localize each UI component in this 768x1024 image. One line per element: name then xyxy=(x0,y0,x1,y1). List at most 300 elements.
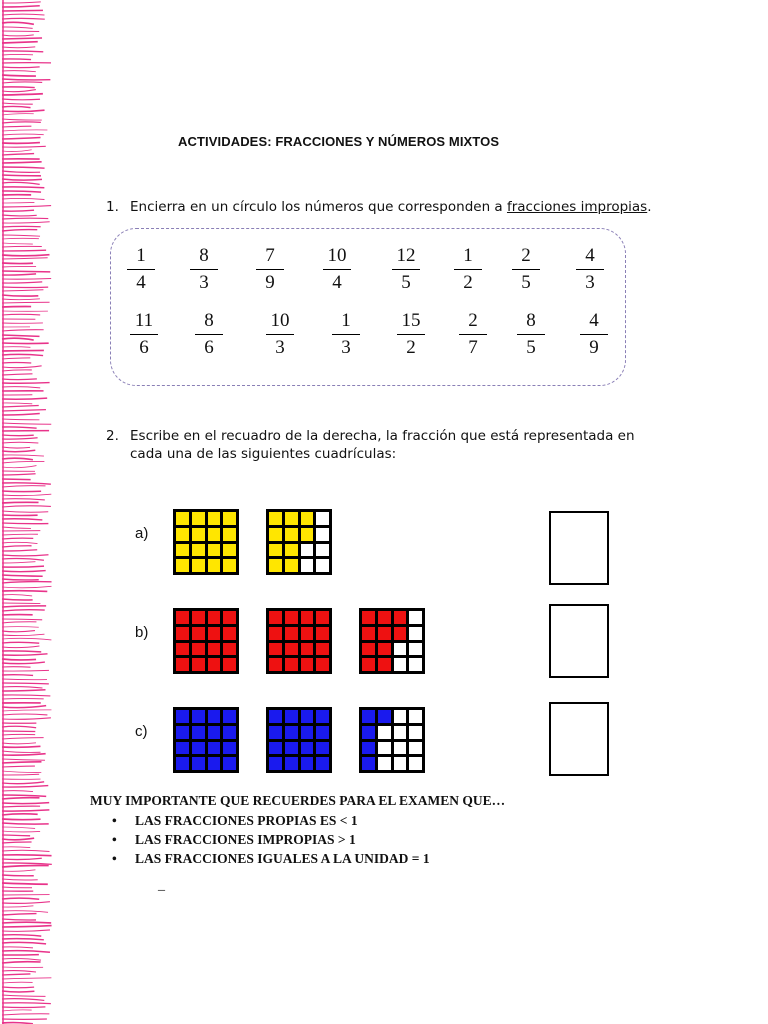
margin-stroke xyxy=(2,210,34,211)
margin-stroke xyxy=(2,266,36,267)
margin-stroke xyxy=(2,295,38,296)
margin-stroke xyxy=(2,935,41,936)
grid-row-label: b) xyxy=(135,624,149,641)
margin-stroke xyxy=(2,271,50,272)
margin-stroke xyxy=(2,634,44,635)
margin-stroke xyxy=(2,230,37,231)
grid-cell xyxy=(301,710,314,723)
important-note-list xyxy=(112,811,430,868)
margin-stroke xyxy=(2,603,40,604)
margin-stroke xyxy=(2,343,49,344)
grid-cell xyxy=(208,710,221,723)
margin-stroke xyxy=(2,555,48,556)
fraction[interactable] xyxy=(455,310,491,359)
grid-cell xyxy=(301,544,314,557)
question-1-text xyxy=(130,198,652,216)
margin-stroke xyxy=(2,314,40,315)
grid-cell xyxy=(378,742,391,755)
grid-cell xyxy=(301,611,314,624)
margin-stroke xyxy=(2,810,49,811)
answer-box[interactable] xyxy=(549,702,609,776)
grid-cell xyxy=(269,544,282,557)
grid-cell xyxy=(378,757,391,770)
margin-stroke xyxy=(2,119,42,120)
margin-stroke xyxy=(2,575,43,576)
fraction-denominator: 3 xyxy=(585,272,595,293)
grid-cell xyxy=(362,611,375,624)
margin-stroke xyxy=(2,99,40,100)
grid-cell xyxy=(208,726,221,739)
grid-cell xyxy=(269,726,282,739)
margin-stroke xyxy=(2,279,51,280)
grid-cell xyxy=(223,611,236,624)
fraction-grid xyxy=(359,707,425,773)
grid-cell xyxy=(394,658,407,671)
margin-stroke xyxy=(2,2,41,3)
margin-stroke xyxy=(2,18,45,19)
margin-stroke xyxy=(2,631,35,632)
margin-stroke xyxy=(2,179,42,180)
fraction[interactable] xyxy=(186,245,222,294)
grid-cell xyxy=(269,559,282,572)
margin-stroke xyxy=(2,114,34,115)
grid-row-label: a) xyxy=(135,525,149,542)
margin-stroke xyxy=(2,406,39,407)
grid-cell xyxy=(269,512,282,525)
margin-stroke xyxy=(2,455,44,456)
margin-stroke xyxy=(2,450,35,452)
fraction-bar xyxy=(127,269,156,270)
margin-stroke xyxy=(2,550,37,551)
grid-cell xyxy=(378,726,391,739)
grid-cell xyxy=(192,710,205,723)
margin-stroke xyxy=(2,971,36,972)
margin-stroke xyxy=(2,939,44,940)
margin-stroke xyxy=(2,838,34,840)
fraction-numerator: 10 xyxy=(270,310,290,331)
margin-stroke xyxy=(2,282,42,283)
fraction-numerator: 11 xyxy=(134,310,154,331)
margin-stroke xyxy=(2,595,32,596)
fraction-bar xyxy=(459,334,488,335)
margin-stroke xyxy=(2,654,48,655)
grid-cell xyxy=(176,710,189,723)
grid-cell xyxy=(285,512,298,525)
margin-stroke xyxy=(2,803,49,804)
margin-stroke xyxy=(2,734,35,735)
margin-stroke xyxy=(2,474,36,475)
margin-stroke xyxy=(2,67,40,68)
margin-stroke xyxy=(2,754,46,755)
margin-stroke xyxy=(2,130,47,131)
margin-stroke xyxy=(2,335,40,336)
grid-cell xyxy=(192,611,205,624)
margin-stroke xyxy=(2,906,33,907)
margin-stroke xyxy=(2,410,46,411)
margin-stroke xyxy=(2,731,35,732)
margin-stroke xyxy=(2,679,47,680)
grid-cell xyxy=(192,627,205,640)
grid-cell xyxy=(176,643,189,656)
grid-cell xyxy=(208,559,221,572)
fraction-numerator: 4 xyxy=(589,310,599,331)
margin-stroke xyxy=(2,795,46,796)
grid-cell xyxy=(301,559,314,572)
margin-stroke xyxy=(2,687,42,688)
grid-cell xyxy=(269,658,282,671)
grid-cell xyxy=(223,559,236,572)
grid-cell xyxy=(223,643,236,656)
grid-cell xyxy=(208,658,221,671)
margin-stroke xyxy=(2,419,39,420)
margin-stroke xyxy=(2,138,41,139)
grid-cell xyxy=(394,611,407,624)
margin-stroke xyxy=(2,330,44,331)
question-1-text-after: . xyxy=(647,199,652,215)
margin-stroke xyxy=(2,154,34,155)
fraction[interactable] xyxy=(576,310,612,359)
margin-stroke xyxy=(2,491,41,492)
grid-cell xyxy=(176,512,189,525)
margin-stroke xyxy=(2,982,33,983)
grid-cell xyxy=(394,726,407,739)
margin-stroke xyxy=(2,87,35,88)
grid-cell xyxy=(176,611,189,624)
margin-stroke xyxy=(2,534,38,535)
margin-stroke xyxy=(2,746,40,747)
margin-stroke xyxy=(2,542,37,543)
grid-cell xyxy=(409,643,422,656)
grid-cell xyxy=(223,742,236,755)
grid-cell xyxy=(223,627,236,640)
fraction-grid xyxy=(173,509,239,575)
grid-cell xyxy=(362,726,375,739)
note-item: • LAS FRACCIONES PROPIAS ES < 1 xyxy=(112,813,358,828)
margin-stroke xyxy=(2,726,36,728)
margin-stroke xyxy=(2,71,36,72)
margin-stroke xyxy=(2,995,46,996)
margin-stroke xyxy=(2,562,35,563)
fraction-numerator: 8 xyxy=(526,310,536,331)
margin-stroke xyxy=(2,122,41,123)
grid-cell xyxy=(192,528,205,541)
margin-stroke xyxy=(2,958,41,960)
margin-stroke xyxy=(2,243,33,244)
grid-cell xyxy=(394,710,407,723)
margin-stroke xyxy=(2,738,44,739)
grid-cell xyxy=(301,726,314,739)
grid-cell xyxy=(223,512,236,525)
answer-box[interactable] xyxy=(549,604,609,678)
grid-cell xyxy=(285,643,298,656)
margin-stroke xyxy=(2,14,44,15)
grid-cell xyxy=(316,757,329,770)
fraction[interactable] xyxy=(513,310,549,359)
grid-cell xyxy=(316,742,329,755)
margin-stroke xyxy=(2,506,51,507)
margin-stroke xyxy=(2,383,50,384)
margin-stroke xyxy=(2,94,43,95)
grid-cell xyxy=(269,757,282,770)
grid-cell xyxy=(316,643,329,656)
grid-cell xyxy=(285,757,298,770)
fraction-numerator: 8 xyxy=(204,310,214,331)
margin-stroke xyxy=(2,427,37,428)
margin-stroke xyxy=(2,690,45,691)
fraction-denominator: 7 xyxy=(468,337,478,358)
margin-stroke xyxy=(2,398,47,399)
margin-stroke xyxy=(2,274,36,275)
grid-cell xyxy=(378,611,391,624)
margin-stroke xyxy=(2,827,35,828)
margin-stroke xyxy=(2,435,34,436)
margin-stroke xyxy=(2,670,49,671)
fraction-denominator: 4 xyxy=(332,272,342,293)
margin-stroke xyxy=(2,999,44,1001)
margin-stroke xyxy=(2,743,36,744)
margin-stroke xyxy=(2,638,51,640)
page-title: ACTIVIDADES: FRACCIONES Y NÚMEROS MIXTOS xyxy=(178,134,500,149)
margin-stroke xyxy=(2,806,40,807)
margin-stroke xyxy=(2,22,34,24)
grid-cell xyxy=(223,528,236,541)
grid-cell xyxy=(316,559,329,572)
grid-cell xyxy=(362,710,375,723)
grid-cell xyxy=(316,512,329,525)
important-note-heading: MUY IMPORTANTE QUE RECUERDES PARA EL EXAMEN QUE… xyxy=(90,793,506,808)
grid-cell xyxy=(208,627,221,640)
margin-stroke xyxy=(2,299,40,300)
margin-stroke xyxy=(2,870,35,872)
grid-cell xyxy=(269,710,282,723)
margin-stroke xyxy=(2,991,34,992)
margin-stroke xyxy=(2,919,36,920)
margin-stroke xyxy=(2,366,42,368)
fraction-bar xyxy=(517,334,546,335)
margin-stroke xyxy=(2,814,38,815)
fraction-denominator: 9 xyxy=(265,272,275,293)
grid-cell xyxy=(394,643,407,656)
grid-cell xyxy=(176,742,189,755)
margin-stroke xyxy=(2,659,36,660)
grid-cell xyxy=(301,757,314,770)
margin-stroke xyxy=(2,82,42,83)
margin-stroke xyxy=(2,879,38,880)
note-item: • LAS FRACCIONES IMPROPIAS > 1 xyxy=(112,832,356,847)
margin-stroke xyxy=(2,875,34,876)
grid-cell xyxy=(301,658,314,671)
grid-cell xyxy=(378,627,391,640)
grid-cell xyxy=(223,726,236,739)
margin-stroke xyxy=(2,126,31,127)
fraction-denominator: 6 xyxy=(139,337,149,358)
grid-cell xyxy=(378,710,391,723)
grid-cell xyxy=(223,658,236,671)
margin-stroke xyxy=(2,150,32,152)
fraction-denominator: 9 xyxy=(589,337,599,358)
fraction-grid xyxy=(173,707,239,773)
margin-stroke xyxy=(2,90,36,92)
grid-cell xyxy=(285,658,298,671)
question-1-text-before: Encierra en un círculo los números que corresponden a xyxy=(130,199,507,215)
fraction[interactable] xyxy=(508,245,544,294)
margin-stroke xyxy=(2,662,45,664)
grid-cell xyxy=(301,512,314,525)
grid-cell xyxy=(192,559,205,572)
margin-stroke xyxy=(2,559,44,561)
margin-stroke xyxy=(2,218,48,219)
margin-stroke xyxy=(2,823,49,824)
margin-stroke xyxy=(2,458,33,460)
margin-stroke xyxy=(2,710,51,711)
margin-stroke xyxy=(2,566,44,567)
grid-cell xyxy=(269,627,282,640)
margin-stroke xyxy=(2,847,30,848)
margin-stroke xyxy=(2,103,33,104)
grid-cell xyxy=(316,710,329,723)
grid-cell xyxy=(316,726,329,739)
margin-stroke xyxy=(2,667,31,668)
grid-cell xyxy=(269,742,282,755)
grid-cell xyxy=(208,742,221,755)
grid-cell xyxy=(192,757,205,770)
fraction[interactable] xyxy=(450,245,486,294)
margin-stroke xyxy=(2,222,50,223)
fraction[interactable] xyxy=(572,245,608,294)
fraction-grid xyxy=(266,509,332,575)
margin-stroke xyxy=(2,106,31,107)
margin-stroke xyxy=(2,206,51,207)
margin-stroke xyxy=(2,774,39,775)
margin-stroke xyxy=(2,642,39,643)
question-2-text-line2: cada una de las siguientes cuadrículas: xyxy=(130,446,397,462)
margin-stroke xyxy=(2,182,40,184)
fraction[interactable] xyxy=(388,245,424,294)
margin-stroke xyxy=(2,447,30,448)
margin-stroke xyxy=(2,202,34,203)
margin-stroke xyxy=(2,255,50,256)
margin-stroke xyxy=(2,215,37,216)
margin-stroke xyxy=(2,579,39,580)
fraction-bar xyxy=(580,334,609,335)
margin-stroke xyxy=(2,54,33,55)
grid-cell xyxy=(316,627,329,640)
grid-cell xyxy=(378,658,391,671)
margin-stroke xyxy=(2,110,45,111)
fraction[interactable] xyxy=(328,310,364,359)
fraction-numerator: 8 xyxy=(199,245,209,266)
grid-cell xyxy=(285,559,298,572)
fraction[interactable] xyxy=(262,310,298,359)
margin-stroke xyxy=(2,387,40,388)
margin-stroke xyxy=(2,75,36,76)
margin-stroke xyxy=(2,646,39,648)
margin-stroke xyxy=(2,819,41,820)
margin-stroke xyxy=(2,198,44,199)
fraction-bar xyxy=(454,269,483,270)
fraction[interactable] xyxy=(252,245,288,294)
margin-stroke xyxy=(2,898,39,899)
margin-stroke xyxy=(2,698,44,699)
margin-stroke xyxy=(2,865,49,867)
margin-stroke xyxy=(2,791,33,792)
fraction-grid xyxy=(359,608,425,674)
margin-stroke xyxy=(2,922,51,923)
margin-stroke xyxy=(2,942,46,943)
margin-stroke xyxy=(2,27,33,28)
margin-stroke xyxy=(2,974,30,975)
margin-stroke xyxy=(2,962,41,963)
grid-cell xyxy=(409,658,422,671)
margin-stroke xyxy=(2,461,44,463)
margin-stroke xyxy=(2,414,40,415)
margin-stroke xyxy=(2,947,33,948)
grid-cell xyxy=(192,726,205,739)
grid-cell xyxy=(208,544,221,557)
margin-stroke xyxy=(2,226,41,227)
margin-stroke xyxy=(2,606,46,607)
margin-stroke xyxy=(2,479,31,480)
fraction-denominator: 3 xyxy=(341,337,351,358)
margin-stroke xyxy=(2,571,46,572)
margin-stroke xyxy=(2,350,44,351)
margin-stroke xyxy=(2,175,41,176)
fraction[interactable] xyxy=(393,310,429,359)
fraction[interactable] xyxy=(319,245,355,294)
fraction-bar xyxy=(195,334,224,335)
margin-stroke xyxy=(2,914,37,915)
margin-stroke xyxy=(2,706,46,708)
margin-stroke xyxy=(2,695,50,696)
fraction[interactable] xyxy=(123,245,159,294)
fraction-denominator: 5 xyxy=(521,272,531,293)
fraction-numerator: 1 xyxy=(136,245,146,266)
fraction-denominator: 2 xyxy=(406,337,416,358)
fraction-denominator: 2 xyxy=(463,272,473,293)
fraction-bar xyxy=(576,269,605,270)
grid-cell xyxy=(269,643,282,656)
grid-cell xyxy=(285,742,298,755)
fraction[interactable] xyxy=(126,310,162,359)
margin-stroke xyxy=(2,831,40,832)
fraction-grid xyxy=(266,707,332,773)
margin-stroke xyxy=(2,926,52,927)
grid-cell xyxy=(208,512,221,525)
margin-stroke xyxy=(2,766,35,767)
question-1-underlined-text: fracciones impropias xyxy=(506,199,648,215)
fraction-numerator: 10 xyxy=(327,245,347,266)
margin-stroke xyxy=(2,191,41,192)
fraction-denominator: 5 xyxy=(526,337,536,358)
grid-cell xyxy=(378,643,391,656)
fraction[interactable] xyxy=(191,310,227,359)
margin-stroke xyxy=(2,502,39,503)
margin-stroke xyxy=(2,627,39,628)
grid-cell xyxy=(285,528,298,541)
margin-stroke xyxy=(2,38,42,39)
fraction-numerator: 1 xyxy=(341,310,351,331)
margin-stroke xyxy=(2,250,46,251)
margin-stroke xyxy=(2,523,48,524)
margin-stroke xyxy=(2,527,31,528)
grid-cell xyxy=(176,627,189,640)
grid-cell xyxy=(362,742,375,755)
answer-box[interactable] xyxy=(549,511,609,585)
grid-cell xyxy=(409,710,422,723)
margin-stroke xyxy=(2,1003,51,1004)
note-item: • LAS FRACCIONES IGUALES A LA UNIDAD = 1 xyxy=(112,851,430,866)
fraction-numerator: 12 xyxy=(396,245,416,266)
